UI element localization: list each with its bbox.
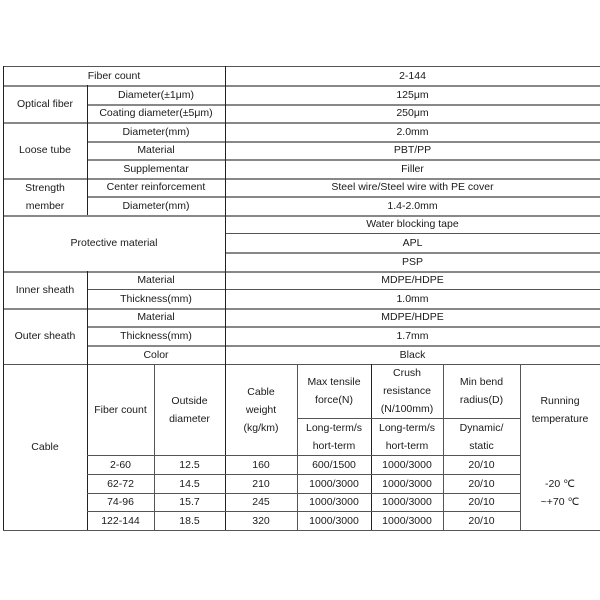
protective-material-group: Protective material	[70, 237, 158, 249]
cell-max-tensile: 600/1500	[312, 458, 356, 471]
strength-member-line2: member	[25, 199, 65, 212]
optical-fiber-diameter-label: Diameter(±1μm)	[118, 88, 194, 101]
optical-fiber-group: Optical fiber	[16, 97, 74, 110]
protective-value-psp: PSP	[401, 255, 423, 268]
outer-sheath-material-label: Material	[137, 311, 175, 323]
cell-min-bend: 20/10	[468, 458, 495, 471]
inner-sheath-material-value: MDPE/HDPE	[381, 274, 444, 286]
cell-cable-weight: 210	[252, 477, 270, 490]
running-temp-min: -20 ℃	[545, 477, 575, 490]
cell-min-bend: 20/10	[468, 514, 495, 527]
strength-diameter-label: Diameter(mm)	[122, 199, 190, 212]
outer-sheath-group: Outer sheath	[14, 330, 76, 342]
header-min-bend-radius: Min bend radius(D)	[459, 376, 504, 406]
header-max-tensile: Max tensile force(N)	[307, 376, 361, 406]
cell-outside-diameter: 12.5	[179, 458, 200, 471]
loose-tube-group: Loose tube	[19, 144, 71, 156]
header-crush-resistance: Crush resistance (N/100mm)	[380, 367, 434, 415]
cell-outside-diameter: 14.5	[179, 477, 200, 490]
center-reinforcement-value: Steel wire/Steel wire with PE cover	[331, 181, 494, 193]
cell-cable-weight: 160	[252, 458, 270, 471]
cell-outside-diameter: 18.5	[179, 514, 200, 527]
strength-member-group	[3, 178, 87, 215]
table-border-bottom	[3, 530, 600, 531]
cell-crush: 1000/3000	[382, 514, 432, 527]
cell-min-bend: 20/10	[468, 477, 495, 490]
cell-max-tensile: 1000/3000	[309, 477, 359, 490]
loose-tube-supplementar-label: Supplementar	[123, 162, 189, 175]
color-label: Color	[143, 348, 169, 361]
cell-fiber-count: 74-96	[107, 496, 134, 508]
fiber-count-value: 2-144	[399, 69, 426, 82]
cell-outside-diameter: 15.7	[179, 496, 200, 508]
cell-max-tensile: 1000/3000	[309, 514, 359, 527]
cell-crush: 1000/3000	[382, 496, 432, 508]
cell-cable-weight: 245	[252, 496, 270, 508]
cable-group: Cable	[31, 441, 59, 453]
header-running-temperature: Running temperature	[531, 394, 589, 425]
outer-sheath-thickness-label: Thickness(mm)	[120, 329, 192, 342]
loose-tube-material-value: PBT/PP	[393, 144, 432, 156]
subheader-min-bend: Dynamic/ static	[459, 421, 504, 452]
outer-sheath-thickness-value: 1.7mm	[396, 329, 429, 342]
strength-member-line1: Strength	[25, 181, 65, 194]
inner-sheath-material-label: Material	[137, 274, 175, 286]
cell-crush: 1000/3000	[382, 458, 432, 471]
coating-diameter-label: Coating diameter(±5μm)	[99, 107, 213, 119]
coating-diameter-value: 250μm	[396, 107, 429, 119]
loose-tube-material-label: Material	[137, 144, 175, 156]
outer-sheath-material-value: MDPE/HDPE	[381, 311, 444, 323]
header-fiber-count: Fiber count	[94, 403, 147, 416]
inner-sheath-group: Inner sheath	[15, 283, 75, 296]
loose-tube-supplementar-value: Filler	[401, 162, 424, 175]
cell-max-tensile: 1000/3000	[309, 496, 359, 508]
loose-tube-diameter-value: 2.0mm	[396, 125, 429, 138]
center-reinforcement-label: Center reinforcement	[106, 181, 206, 193]
inner-sheath-thickness-label: Thickness(mm)	[120, 292, 192, 305]
loose-tube-diameter-label: Diameter(mm)	[122, 125, 190, 138]
color-value: Black	[399, 348, 426, 361]
cell-crush: 1000/3000	[382, 477, 432, 490]
cell-cable-weight: 320	[252, 514, 270, 527]
cell-fiber-count: 2-60	[109, 458, 131, 471]
cell-fiber-count: 122-144	[101, 514, 140, 527]
strength-diameter-value: 1.4-2.0mm	[387, 199, 438, 212]
protective-value-water-blocking: Water blocking tape	[366, 218, 459, 230]
protective-value-apl: APL	[402, 236, 423, 249]
fiber-count-label: Fiber count	[87, 69, 141, 82]
cell-min-bend: 20/10	[468, 496, 495, 508]
header-outside-diameter: Outside diameter	[169, 394, 210, 425]
subheader-max-tensile: Long-term/s hort-term	[305, 421, 363, 452]
subheader-crush: Long-term/s hort-term	[378, 421, 436, 452]
inner-sheath-thickness-value: 1.0mm	[396, 292, 429, 305]
cell-fiber-count: 62-72	[107, 477, 134, 490]
running-temp-max: ~+70 ℃	[540, 495, 580, 508]
running-temperature-value	[520, 455, 600, 530]
header-cable-weight: Cable weight (kg/km)	[243, 385, 279, 434]
optical-fiber-diameter-value: 125μm	[396, 88, 429, 101]
